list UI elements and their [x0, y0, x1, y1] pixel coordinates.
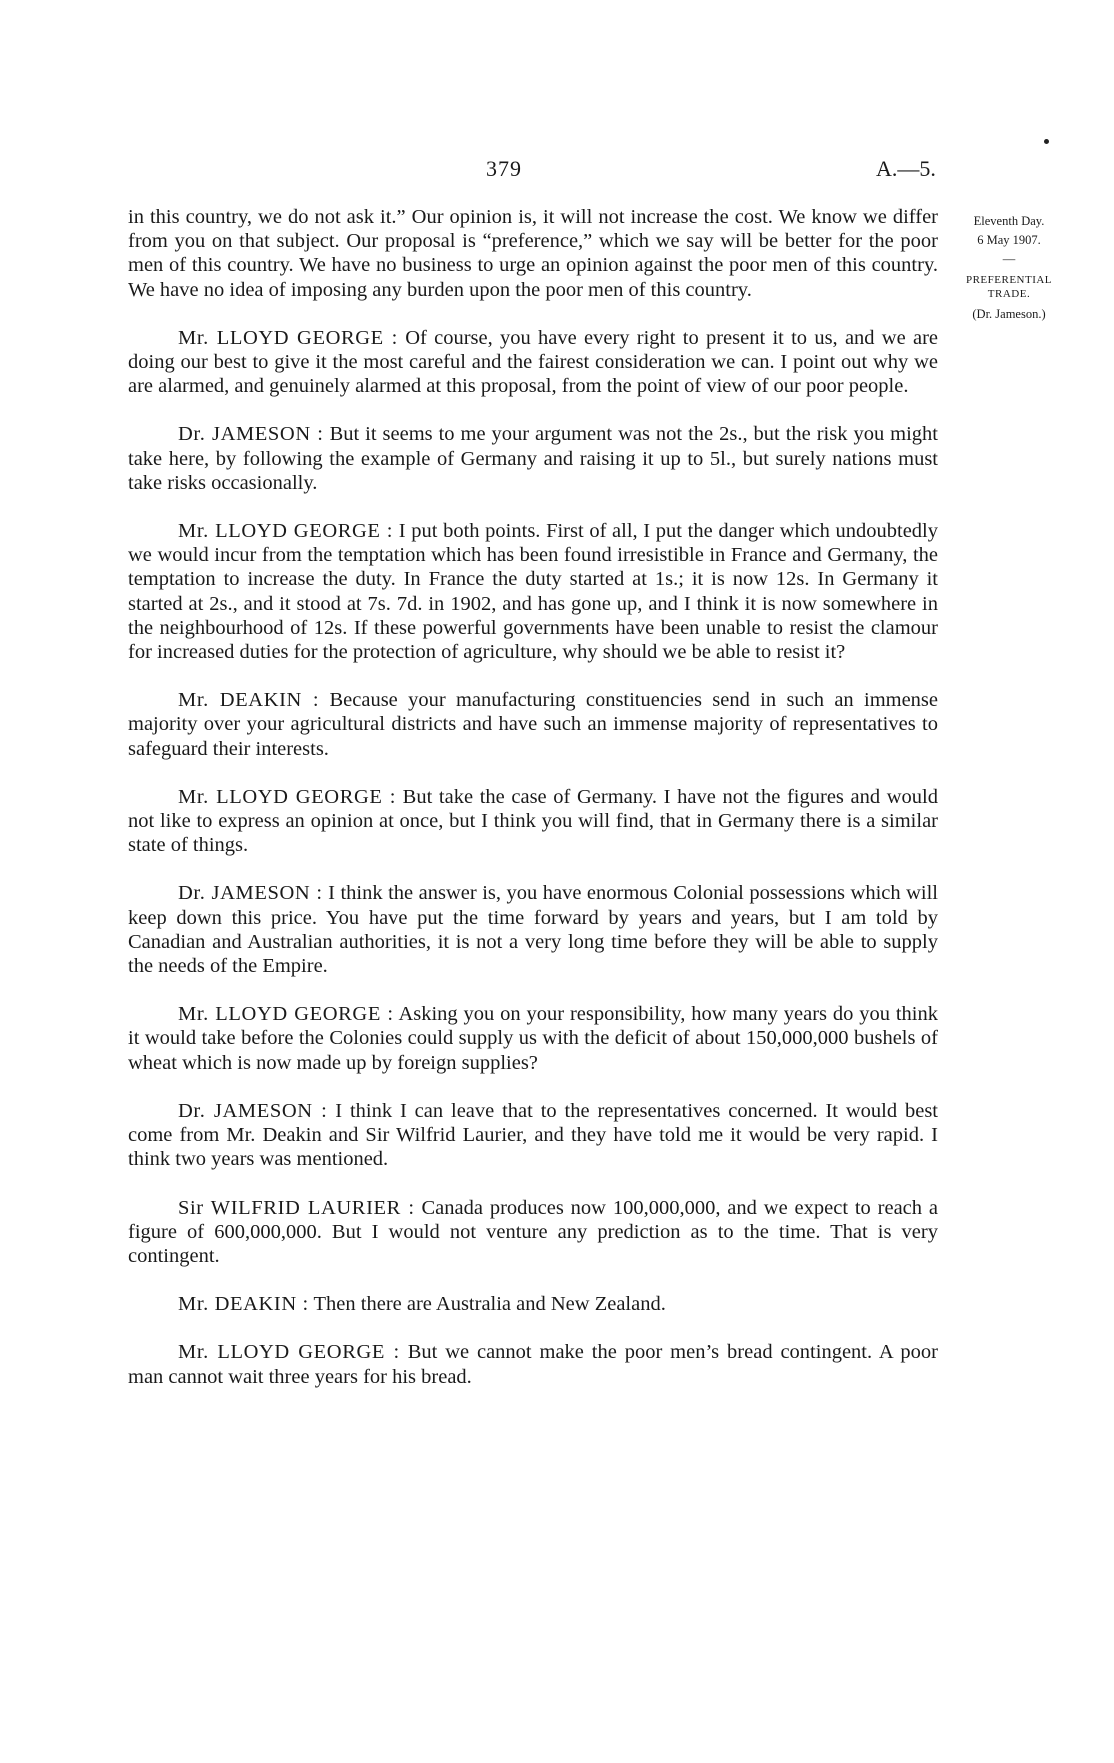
paragraph — [128, 205, 938, 302]
document-reference: A.—5. — [876, 156, 936, 181]
paragraph — [128, 1002, 938, 1075]
speaker-name: Mr. LLOYD GEORGE : — [178, 1003, 394, 1026]
margin-day: Eleventh Day. — [973, 214, 1045, 228]
margin-topic: PREFERENTIAL TRADE. — [965, 274, 1053, 300]
paragraph-text: Asking you on your responsibility, how many years do you think it would take before the Colonies could supply us with the deficit of about 150,000,000 bushels of wheat which is now made up by foreign supplies? — [128, 1003, 938, 1074]
paragraph — [128, 519, 938, 664]
paragraph-text: Then there are Australia and New Zealand. — [313, 1293, 666, 1316]
margin-speaker-ref: (Dr. Jameson.) — [972, 307, 1046, 321]
page-number: 379 — [486, 156, 522, 181]
paragraph — [128, 1196, 938, 1269]
paragraph — [128, 1099, 938, 1172]
paragraph-text: But we cannot make the poor men’s bread contingent. A poor man cannot wait three years for his bread. — [128, 1341, 938, 1388]
paragraph — [128, 422, 938, 495]
speaker-name: Mr. LLOYD GEORGE : — [178, 326, 398, 349]
margin-rule: — — [1002, 252, 1016, 266]
paragraph-text: I think I can leave that to the representatives concerned. It would best come from Mr. Deakin and Sir Wilfrid Laurier, and they have told me it would be very rapid. I think two years was mentioned. — [128, 1099, 939, 1171]
paragraph-text: But it seems to me your argument was not the 2s., but the risk you might take here, by following the example of Germany and raising it up to 5l., but surely nations must take risks occasionally. — [128, 423, 938, 494]
paragraph-text: But take the case of Germany. I have not the figures and would not like to express an opinion at once, but I think you will find, that in Germany there is a similar state of things. — [128, 785, 939, 857]
speaker-name: Dr. JAMESON : — [178, 423, 324, 446]
speaker-name: Mr. DEAKIN : — [178, 689, 320, 712]
speaker-name: Sir WILFRID LAURIER : — [178, 1196, 415, 1219]
speaker-name: Mr. LLOYD GEORGE : — [178, 785, 397, 808]
paragraph-text: I think the answer is, you have enormous Colonial possessions which will keep down this price. You have put the time forward by years and years, but I am told by Canadian and Australian authorities, it is not a very long time before they will be able to supply the needs of the Empire. — [128, 882, 939, 978]
speaker-name: Mr. LLOYD GEORGE : — [178, 1341, 400, 1364]
paragraph-text: in this country, we do not ask it.” Our opinion is, it will not increase the cost. We know we differ from you on that subject. Our proposal is “preference,” which we say will be better for the poor men of this country. We have no business to urge an opinion against the poor men of this country. We have no idea of imposing any burden upon the poor men of this country. — [128, 206, 938, 301]
speaker-name: Mr. DEAKIN : — [178, 1293, 309, 1316]
paragraph-text: Of course, you have every right to present it to us, and we are doing our best to give it the most careful and the fairest consideration we can. I point out why we are alarmed, and genuinely alarmed at this proposal, from the point of view of our poor people. — [128, 326, 939, 398]
paragraph — [128, 326, 938, 399]
speaker-name: Mr. LLOYD GEORGE : — [178, 520, 394, 543]
margin-dot — [1044, 139, 1049, 144]
margin-date: 6 May 1907. — [977, 233, 1041, 247]
paragraph — [128, 1292, 938, 1316]
paragraph-text: Canada produces now 100,000,000, and we expect to reach a figure of 600,000,000. But I would not venture any prediction as to the time. That is very contingent. — [128, 1196, 938, 1267]
paragraph — [128, 881, 938, 978]
paragraph — [128, 785, 938, 858]
margin-note — [948, 212, 1070, 324]
paragraph — [128, 1340, 938, 1388]
paragraph-text: I put both points. First of all, I put the danger which undoubtedly we would incur from the temptation which has been found irresistible in France and Germany, the temptation to increase the duty. In France the duty started at 1s.; it is now 12s. In Germany it started at 2s., and it stood at 7s. 7d. in 1902, and has gone up, and I think it is now somewhere in the neighbourhood of 12s. If these powerful governments have been unable to resist the clamour for increased duties for the protection of agriculture, why should we be able to resist it? — [128, 520, 938, 664]
transcript-body — [128, 205, 938, 1413]
speaker-name: Dr. JAMESON : — [178, 882, 323, 905]
paragraph-text: Because your manufacturing constituencies send in such an immense majority over your agricultural districts and have such an immense majority of representatives to safeguard their interests. — [128, 689, 939, 760]
speaker-name: Dr. JAMESON : — [178, 1099, 328, 1122]
paragraph — [128, 688, 938, 761]
